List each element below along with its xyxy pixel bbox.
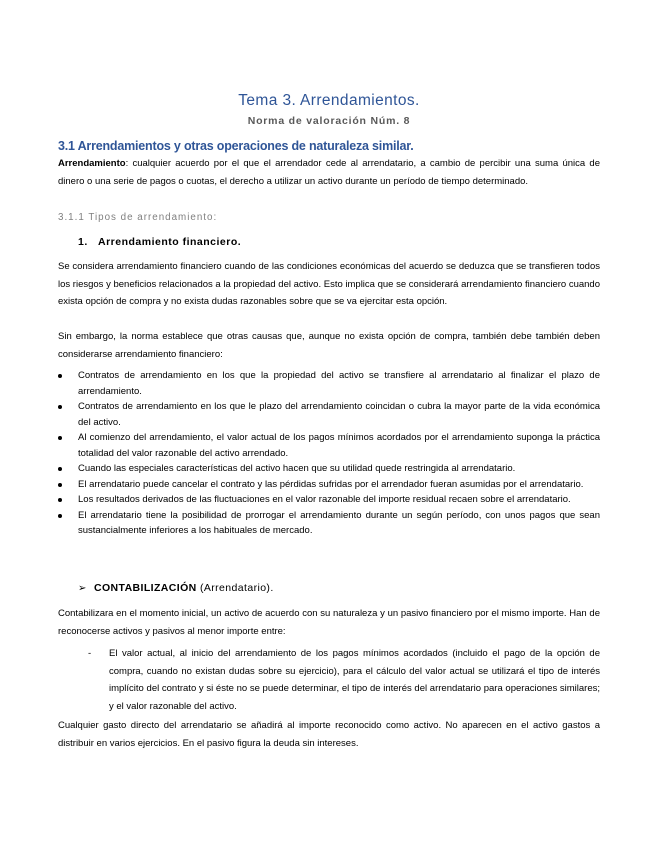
bullet-dot [58, 405, 62, 409]
definition-text: : cualquier acuerdo por el que el arrendador cede al arrendatario, a cambio de percibir una suma única de dinero o una serie de pagos o cuotas, el derecho a utilizar un activo durante un período de tiempo determinado. [58, 158, 600, 187]
bullet-item: Contratos de arrendamiento en los que le plazo del arrendamiento coincidan o cubra la mayor parte de la vida económica del activo. [58, 399, 600, 430]
bullet-item: El arrendatario puede cancelar el contrato y las pérdidas sufridas por el arrendador fueran asumidas por el arrendatario. [58, 477, 600, 493]
bullet-item: Cuando las especiales características del activo hacen que su utilidad quede restringida al arrendatario. [58, 461, 600, 477]
list-item-label: Arrendamiento financiero. [98, 236, 242, 248]
bullet-item: Los resultados derivados de las fluctuaciones en el valor razonable del importe residual recaen sobre el arrendatario. [58, 492, 600, 508]
dash-list-item [88, 645, 600, 715]
document-subtitle: Norma de valoración Núm. 8 [247, 115, 411, 127]
contabilizacion-label: CONTABILIZACIÓN [94, 582, 197, 594]
definition-term: Arrendamiento [58, 158, 126, 169]
bullet-list [58, 368, 600, 539]
definition-paragraph [58, 155, 600, 190]
dash-marker: - [88, 648, 92, 659]
arrow-bullet-icon: ➢ [78, 583, 87, 594]
bullet-item: El arrendatario tiene la posibilidad de prorrogar el arrendamiento durante un según período, con unos pagos que sean sustancialmente inferiores a los habituales de mercado. [58, 508, 600, 539]
paragraph-gasto-directo: Cualquier gasto directo del arrendatario se añadirá al importe reconocido como activo. No aparecen en el activo gastos a distribuir en varios ejercicios. En el pasivo figura la deuda sin intereses. [58, 720, 600, 749]
bullet-dot [58, 467, 62, 471]
bullet-dot [58, 483, 62, 487]
bullet-dot [58, 498, 62, 502]
subsection-heading: 3.1.1 Tipos de arrendamiento: [58, 212, 218, 223]
bullet-dot [58, 374, 62, 378]
paragraph-contabiliza: Contabilizara en el momento inicial, un activo de acuerdo con su naturaleza y un pasivo financiero por el mismo importe. Han de reconocerse activos y pasivos al menor importe entre: [58, 608, 600, 637]
section-heading: 3.1 Arrendamientos y otras operaciones de naturaleza similar. [58, 139, 414, 153]
bullet-dot [58, 514, 62, 518]
document-title: Tema 3. Arrendamientos. [238, 92, 420, 109]
list-item-financiero-heading [78, 236, 241, 248]
contabilizacion-suffix: (Arrendatario). [196, 582, 274, 594]
bullet-item: Al comienzo del arrendamiento, el valor actual de los pagos mínimos acordados por el arrendamiento suponga la práctica totalidad del valor razonable del activo arrendado. [58, 430, 600, 461]
dash-item-text: El valor actual, al inicio del arrendamiento de los pagos mínimos acordados (incluido el pago de la opción de compra, cuando no existan dudas sobre su ejercicio), para el cálculo del valor actual se utilizará el tipo de interés implícito del contrato y si éste no se puede determinar, el tipo de interés del arrendatario para operaciones similares; y el valor razonable del activo. [109, 648, 600, 712]
paragraph-financiero: Se considera arrendamiento financiero cuando de las condiciones económicas del acuerdo se deduzca que se transfieren todos los riesgos y beneficios relacionados a la propiedad del activo. Esto implica que se considerará arrendamiento financiero cuando exista opción de compra y no exista dudas razonables sobre que se va ejercitar esta opción. [58, 261, 600, 307]
paragraph-otras-causas: Sin embargo, la norma establece que otras causas que, aunque no exista opción de compra, también debe también deben considerarse arrendamiento financiero: [58, 331, 600, 360]
contabilizacion-heading [78, 582, 274, 594]
bullet-item: Contratos de arrendamiento en los que la propiedad del activo se transfiere al arrendatario al finalizar el plazo de arrendamiento. [58, 368, 600, 399]
bullet-dot [58, 436, 62, 440]
list-number: 1. [78, 236, 88, 248]
